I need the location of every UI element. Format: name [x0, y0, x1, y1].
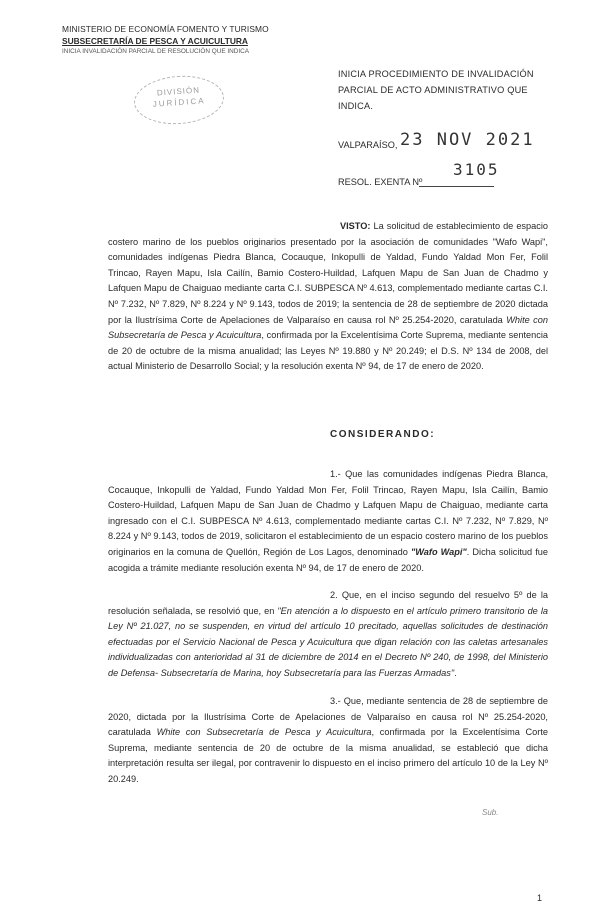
stamp-line-2: JURÍDICA: [152, 96, 206, 109]
ministry-name: MINISTERIO DE ECONOMÍA FOMENTO Y TURISMO: [62, 24, 269, 34]
item-2-number: 2.: [330, 590, 338, 600]
item-2-text-1: Que, en el inciso segundo del resuelvo 5º de la resolución señalada, se resolvió que, en: [108, 590, 548, 616]
subsecretaria-name: SUBSECRETARÍA DE PESCA Y ACUICULTURA: [62, 36, 248, 46]
visto-text-1: La solicitud de establecimiento de espacio costero marino de los pueblos originarios presentado por la asociación de comunidades "Wafo Wapi", comunidades indígenas Piedra Blanca, Cocauque, Inkopulli de Yaldad, Fundo Yaldad Mon Fer, Folil Trincao, Rayen Mapu, Isla Cailín, Bamio Costero-Huildad, Lafquen Mapu de San Juan de Chadmo y Lafquen Mapu de Chaiguao mediante carta C.I. SUBPESCA Nº 4.613, complementado mediante cartas C.I. Nº 7.232, Nº 7.829, Nº 8.224 y Nº 9.143, todos de 2019; la sentencia de 28 de septiembre de 2020 dictada por la Ilustrísima Corte de Apelaciones de Valparaíso en causa rol Nº 25.254-2020, caratulada: [108, 221, 548, 325]
signature-mark: Sub.: [482, 808, 499, 817]
document-title: INICIA PROCEDIMIENTO DE INVALIDACIÓN PARCIAL DE ACTO ADMINISTRATIVO QUE INDICA.: [338, 69, 534, 111]
place-label: VALPARAÍSO,: [338, 140, 398, 150]
item-3-number: 3.-: [330, 696, 341, 706]
considerando-heading: CONSIDERANDO:: [330, 429, 436, 440]
stamp-line-1: DIVISIÓN: [156, 85, 201, 98]
considerando-item-3: [108, 694, 548, 788]
letterhead-reference: INICIA INVALIDACIÓN PARCIAL DE RESOLUCIÓN QUE INDICA: [62, 48, 250, 55]
letterhead: [62, 24, 269, 55]
item-2-quote: "En atención a lo dispuesto en el artículo primero transitorio de la Ley Nº 21.027, no se suspenden, en virtud del artículo 10 precitado, aquellas solicitudes de destinación efectuadas por el Servicio Nacional de Pesca y Acuicultura que digan relación con las caletas artesanales individualizadas con anterioridad al 31 de diciembre de 2014 en el Decreto Nº 240, de 1998, del Ministerio de Defensa- Subsecretaría de Marina, hoy Subsecretaría para las Fuerzas Armadas": [108, 605, 548, 678]
resolution-number: 3105: [453, 160, 500, 179]
item-1-ecmpo-name: "Wafo Wapi": [410, 546, 467, 557]
visto-label: VISTO:: [340, 221, 371, 231]
item-1-text-2: . Dicha solicitud fue acogida a trámite mediante resolución exenta Nº 94, de 17 de enero de 2020.: [108, 546, 548, 573]
item-1-text-1: Que las comunidades indígenas Piedra Blanca, Cocauque, Inkopulli de Yaldad, Fundo Yaldad Mon Fer, Folil Trincao, Rayen Mapu, Isla Cailín, Bamio Costero-Huildad, Lafquen Mapu de San Juan de Chadmo y Lafquen Mapu de Chaiguao, mediante carta ingresado con el C.I. SUBPESCA Nº 4.613, complementado mediante cartas C.I. Nº 7.232, Nº 7.829, Nº 8.224 y Nº 9.143, todos de 2019, solicitaron el establecimiento de un espacio costero marino de los pueblos originarios en la comuna de Quellón, Región de Los Lagos, denominado: [108, 469, 548, 557]
visto-case-name: White con Subsecretaría de Pesca y Acuicultura: [108, 314, 548, 341]
item-3-text-1: Que, mediante sentencia de 28 de septiembre de 2020, dictada por la Ilustrísima Corte de Apelaciones de Valparaíso en causa rol Nº 25.254-2020, caratulada: [108, 696, 548, 738]
resolution-label: RESOL. EXENTA Nº: [338, 177, 423, 187]
item-3-case-name: White con Subsecretaría de Pesca y Acuicultura: [156, 727, 372, 738]
stamped-date: 23 NOV 2021: [400, 130, 535, 150]
page-number: 1: [537, 893, 543, 903]
resolution-underline: [419, 186, 494, 187]
item-3-text-2: , confirmada por la Excelentísima Corte Suprema, mediante sentencia de 20 de octubre de la misma anualidad, se estableció que dicha interpretación resulta ser ilegal, por contravenir lo dispuesto en el inciso primero del artículo 10 de la Ley Nº 20.249.: [108, 727, 548, 784]
considerando-item-2: [108, 588, 548, 682]
visto-paragraph: [108, 219, 548, 375]
visto-text-2: , confirmada por la Excelentísima Corte Suprema, mediante sentencia de 20 de octubre de la misma anualidad; las Leyes Nº 19.880 y Nº 20.249; el D.S. Nº 134 de 2008, del actual Ministerio de Desarrollo Social; y la resolución exenta Nº 94, de 17 de enero de 2020.: [108, 330, 548, 372]
considerando-item-1: [108, 467, 548, 576]
item-2-text-2: .: [454, 667, 457, 678]
division-stamp: [132, 73, 225, 127]
item-1-number: 1.-: [330, 469, 341, 479]
